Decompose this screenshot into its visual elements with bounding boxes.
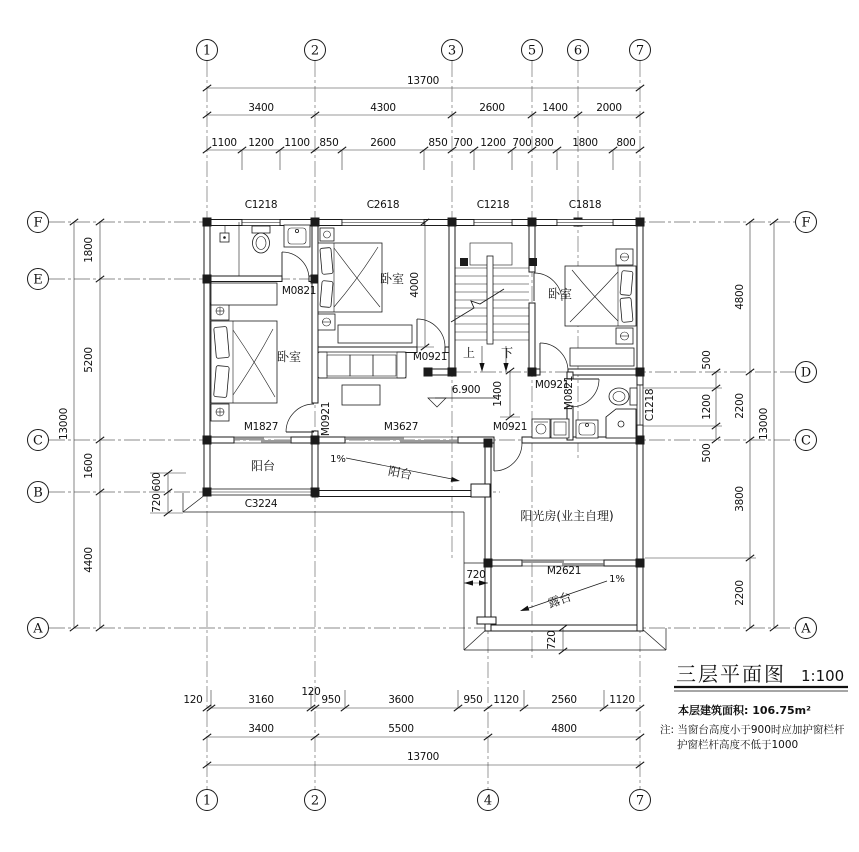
bubble-bottom-1 bbox=[197, 790, 218, 811]
door-label: M0921 bbox=[320, 401, 332, 437]
window-C1218-n2 bbox=[474, 220, 512, 226]
window-label: C1218 bbox=[476, 199, 510, 211]
door-label: M3627 bbox=[383, 421, 419, 433]
svg-text:4800: 4800 bbox=[734, 284, 746, 310]
laundry-counter bbox=[532, 419, 569, 438]
room-label-bedroom2: 卧室 bbox=[379, 272, 405, 286]
svg-text:700: 700 bbox=[512, 137, 532, 149]
room-label-bedroom1: 卧室 bbox=[276, 350, 302, 364]
svg-text:1120: 1120 bbox=[609, 694, 635, 706]
svg-text:A: A bbox=[801, 621, 811, 637]
level-marker bbox=[428, 384, 497, 407]
wardrobe-bedroom2 bbox=[338, 325, 412, 343]
wardrobe-bedroom1 bbox=[211, 283, 277, 305]
svg-text:800: 800 bbox=[534, 137, 554, 149]
svg-text:3400: 3400 bbox=[248, 102, 274, 114]
svg-text:2: 2 bbox=[310, 43, 320, 59]
svg-text:F: F bbox=[801, 215, 811, 231]
svg-text:1100: 1100 bbox=[211, 137, 237, 149]
svg-text:5: 5 bbox=[527, 43, 537, 59]
drawing-scale: 1:100 bbox=[801, 667, 845, 685]
window-C1218-nw bbox=[242, 220, 280, 226]
door-living-M3627-slider bbox=[345, 437, 458, 443]
svg-text:6: 6 bbox=[573, 43, 583, 59]
svg-text:3800: 3800 bbox=[734, 486, 746, 512]
svg-text:2200: 2200 bbox=[734, 393, 746, 419]
nightstand bbox=[616, 249, 633, 265]
top-extension-lines bbox=[242, 150, 613, 170]
room-label-balcony-right: 阳台 bbox=[387, 463, 414, 483]
svg-text:C: C bbox=[801, 433, 811, 449]
svg-text:2560: 2560 bbox=[551, 694, 577, 706]
door-label: M0821 bbox=[563, 375, 575, 411]
door-label: M0921 bbox=[412, 351, 448, 363]
window-label: C2618 bbox=[366, 199, 400, 211]
window-label: C3224 bbox=[244, 498, 278, 510]
room-label-sunroom: 阳光房(业主自理) bbox=[520, 509, 614, 523]
window-label: C1818 bbox=[568, 199, 602, 211]
svg-text:2000: 2000 bbox=[596, 102, 622, 114]
svg-text:3: 3 bbox=[447, 43, 457, 59]
svg-text:850: 850 bbox=[319, 137, 339, 149]
note-line-1: 注: 当窗台高度小于900时应加护窗栏杆 bbox=[660, 724, 845, 736]
sofa bbox=[318, 352, 406, 378]
nightstand bbox=[211, 303, 229, 320]
floor-area-note: 本层建筑面积: 106.75m² bbox=[678, 704, 811, 717]
sink-e bbox=[576, 420, 598, 438]
svg-text:3160: 3160 bbox=[248, 694, 274, 706]
bubble-right-F bbox=[796, 212, 817, 233]
bubble-bottom-7 bbox=[630, 790, 651, 811]
door-bath2-M0821 bbox=[571, 379, 599, 407]
stair-rail bbox=[487, 256, 493, 344]
svg-text:1200: 1200 bbox=[480, 137, 506, 149]
svg-text:1: 1 bbox=[202, 43, 212, 59]
svg-text:1200: 1200 bbox=[701, 394, 713, 420]
svg-text:C: C bbox=[33, 433, 43, 449]
title-block bbox=[660, 662, 848, 751]
nightstand bbox=[616, 328, 633, 344]
room-label-terrace: 露台 bbox=[546, 589, 574, 611]
door-label: M0921 bbox=[492, 421, 528, 433]
svg-text:2600: 2600 bbox=[370, 137, 396, 149]
svg-text:120: 120 bbox=[183, 694, 203, 706]
svg-text:950: 950 bbox=[463, 694, 483, 706]
shower bbox=[606, 409, 636, 438]
svg-text:A: A bbox=[33, 621, 43, 637]
svg-text:7: 7 bbox=[635, 43, 645, 59]
svg-text:4300: 4300 bbox=[370, 102, 396, 114]
window-label: C1218 bbox=[244, 199, 278, 211]
window-C3224-sw bbox=[211, 489, 311, 495]
svg-text:1800: 1800 bbox=[83, 237, 95, 263]
nightstand bbox=[320, 228, 334, 241]
svg-text:500: 500 bbox=[701, 443, 713, 463]
svg-text:4800: 4800 bbox=[551, 723, 577, 735]
toilet-e bbox=[609, 388, 637, 405]
door-bath1-M0821 bbox=[282, 252, 309, 279]
sink-nw bbox=[284, 225, 310, 247]
dim-top-overall: 13700 bbox=[407, 75, 439, 87]
svg-text:2200: 2200 bbox=[734, 580, 746, 606]
svg-text:720: 720 bbox=[151, 493, 163, 513]
bubble-right-D bbox=[796, 362, 817, 383]
svg-text:1400: 1400 bbox=[542, 102, 568, 114]
svg-text:2: 2 bbox=[310, 793, 320, 809]
room-label-balcony-left: 阳台 bbox=[250, 459, 276, 473]
svg-text:D: D bbox=[800, 365, 812, 381]
bubble-left-F bbox=[28, 212, 49, 233]
bubble-right-A bbox=[796, 618, 817, 639]
door-label: M0921 bbox=[534, 379, 570, 391]
svg-text:1800: 1800 bbox=[572, 137, 598, 149]
dim-bottom-overall: 13700 bbox=[407, 751, 439, 763]
svg-text:1600: 1600 bbox=[83, 453, 95, 479]
window-C1218-e bbox=[637, 385, 643, 425]
svg-text:700: 700 bbox=[453, 137, 473, 149]
bubble-top-1 bbox=[197, 40, 218, 61]
svg-text:1120: 1120 bbox=[493, 694, 519, 706]
svg-text:13000: 13000 bbox=[758, 408, 770, 440]
stair-up-label: 上 bbox=[462, 346, 476, 360]
bubble-top-7 bbox=[630, 40, 651, 61]
door-label: M1827 bbox=[243, 421, 279, 433]
bubble-bottom-2 bbox=[305, 790, 326, 811]
svg-text:800: 800 bbox=[616, 137, 636, 149]
bubble-top-3 bbox=[442, 40, 463, 61]
door-label: M2621 bbox=[546, 565, 582, 577]
svg-text:500: 500 bbox=[701, 350, 713, 370]
door-bed1-M0921 bbox=[286, 404, 314, 432]
window-label: C1218 bbox=[644, 388, 656, 422]
svg-text:2600: 2600 bbox=[479, 102, 505, 114]
slope-terrace: 1% bbox=[609, 574, 625, 585]
bubble-top-5 bbox=[522, 40, 543, 61]
bed-bedroom2 bbox=[318, 243, 382, 312]
svg-text:4000: 4000 bbox=[409, 272, 421, 298]
note-line-2: 护窗栏杆高度不低于1000 bbox=[677, 739, 799, 751]
door-balcony-M1827-slider bbox=[234, 437, 291, 443]
nightstand bbox=[318, 314, 335, 330]
svg-text:4400: 4400 bbox=[83, 547, 95, 573]
svg-text:600: 600 bbox=[151, 472, 163, 492]
coffee-table bbox=[342, 385, 380, 405]
dimension-text bbox=[58, 75, 770, 763]
svg-text:720: 720 bbox=[546, 630, 558, 650]
level-value: 6.900 bbox=[451, 384, 481, 396]
slope-balcony: 1% bbox=[330, 454, 346, 465]
svg-text:B: B bbox=[33, 485, 43, 501]
svg-text:720: 720 bbox=[466, 569, 486, 581]
svg-text:F: F bbox=[33, 215, 43, 231]
svg-text:7: 7 bbox=[635, 793, 645, 809]
stair-break-line bbox=[451, 289, 504, 322]
svg-text:4: 4 bbox=[483, 793, 493, 809]
svg-text:3600: 3600 bbox=[388, 694, 414, 706]
toilet-nw bbox=[252, 226, 270, 253]
window-C1818-ne bbox=[557, 220, 613, 226]
svg-text:1: 1 bbox=[202, 793, 212, 809]
dimension-lines bbox=[70, 85, 778, 768]
wardrobe-bedroom3 bbox=[570, 348, 634, 366]
bubble-left-B bbox=[28, 482, 49, 503]
door-bed2-M0921 bbox=[417, 319, 445, 347]
svg-text:950: 950 bbox=[321, 694, 341, 706]
bed-bedroom3 bbox=[565, 266, 636, 326]
bubble-left-E bbox=[28, 269, 49, 290]
svg-text:120: 120 bbox=[301, 686, 321, 698]
bubble-top-2 bbox=[305, 40, 326, 61]
svg-text:5200: 5200 bbox=[83, 347, 95, 373]
svg-text:13000: 13000 bbox=[58, 408, 70, 440]
door-sunroom-M0921 bbox=[494, 443, 522, 471]
svg-text:1400: 1400 bbox=[492, 381, 504, 407]
room-label-bedroom3: 卧室 bbox=[547, 287, 573, 301]
stair-down-label: 下 bbox=[500, 346, 514, 360]
floor-drain-nw bbox=[220, 226, 229, 242]
bubble-top-6 bbox=[568, 40, 589, 61]
drawing-title: 三层平面图 bbox=[676, 662, 786, 686]
bubble-left-C bbox=[28, 430, 49, 451]
nightstand bbox=[211, 404, 229, 421]
svg-text:3400: 3400 bbox=[248, 723, 274, 735]
svg-text:E: E bbox=[33, 272, 43, 288]
svg-text:850: 850 bbox=[428, 137, 448, 149]
door-hall-M0921 bbox=[540, 343, 568, 371]
svg-text:5500: 5500 bbox=[388, 723, 414, 735]
door-label: M0821 bbox=[281, 285, 317, 297]
slope-arrows bbox=[330, 454, 625, 613]
svg-text:1200: 1200 bbox=[248, 137, 274, 149]
bubble-right-C bbox=[796, 430, 817, 451]
bed-bedroom1 bbox=[211, 321, 277, 403]
window-C2618-n bbox=[342, 220, 424, 226]
grid-bubbles bbox=[28, 40, 817, 811]
bubble-left-A bbox=[28, 618, 49, 639]
bubble-bottom-4 bbox=[478, 790, 499, 811]
svg-text:1100: 1100 bbox=[284, 137, 310, 149]
